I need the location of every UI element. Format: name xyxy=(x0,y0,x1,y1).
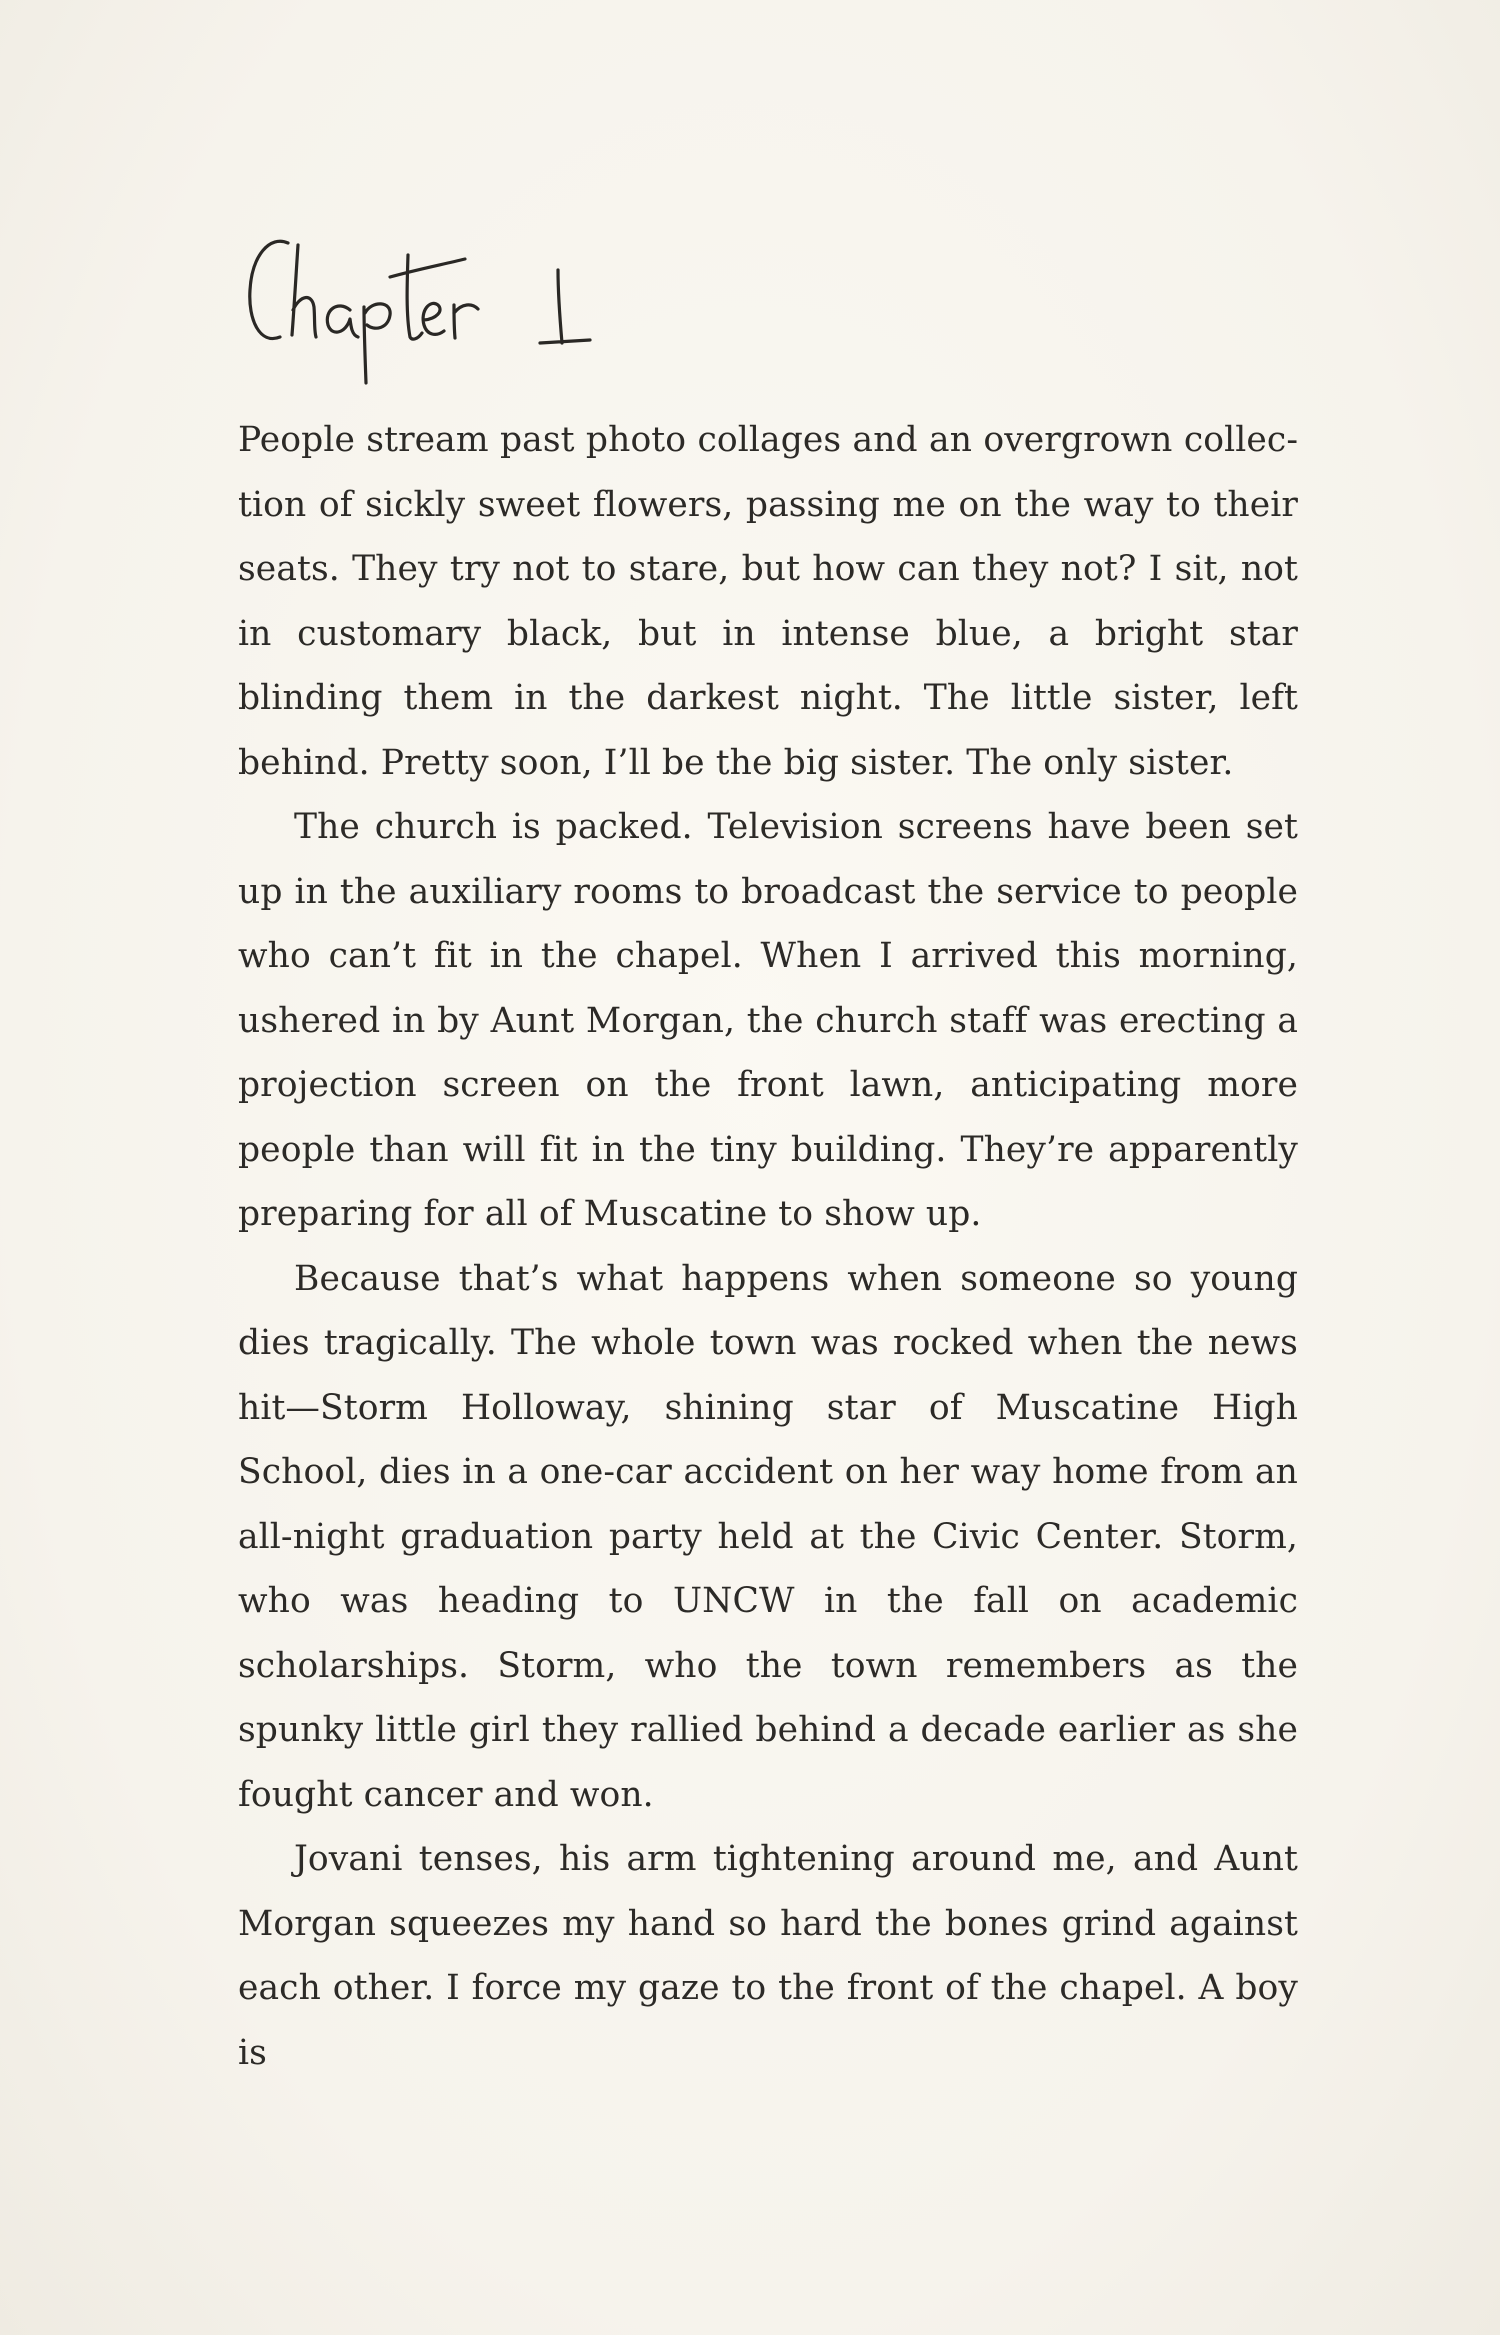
paragraph-3: Because that’s what happens when someone so young dies tragically. The whole town was rocked when the news hit—Storm Holloway, shining star of Muscatine High School, dies in a one-car accident on her way home from an all-night graduation party held at the Civic Center. Storm, who was heading to UNCW in the fall on academic scholarships. Storm, who the town remembers as the spunky little girl they rallied behind a decade earlier as she fought cancer and won. xyxy=(238,1258,1298,1815)
paragraph-1: People stream past photo collages and an overgrown collection of sickly sweet flowers, passing me on the way to their seats. They try not to stare, but how can they not? I sit, not in customary black, but in intense blue, a bright star blinding them in the darkest night. The little sister, left behind. Pretty soon, I’ll be the big sister. The only sister. xyxy=(238,420,1298,783)
chapter-body xyxy=(238,408,1298,2085)
paragraph-2: The church is packed. Television screens have been set up in the auxiliary rooms to broadcast the service to people who can’t fit in the chapel. When I arrived this morning, ushered in by Aunt Morgan, the church staff was erecting a projection screen on the front lawn, anticipating more people than will fit in the tiny building. They’re apparently preparing for all of Muscatine to show up. xyxy=(238,807,1298,1234)
chapter-heading xyxy=(240,215,660,385)
chapter-heading-handwritten xyxy=(240,215,660,385)
paragraph-4: Jovani tenses, his arm tightening around me, and Aunt Morgan squeezes my hand so hard the bones grind against each other. I force my gaze to the front of the chapel. A boy is xyxy=(238,1839,1298,2073)
